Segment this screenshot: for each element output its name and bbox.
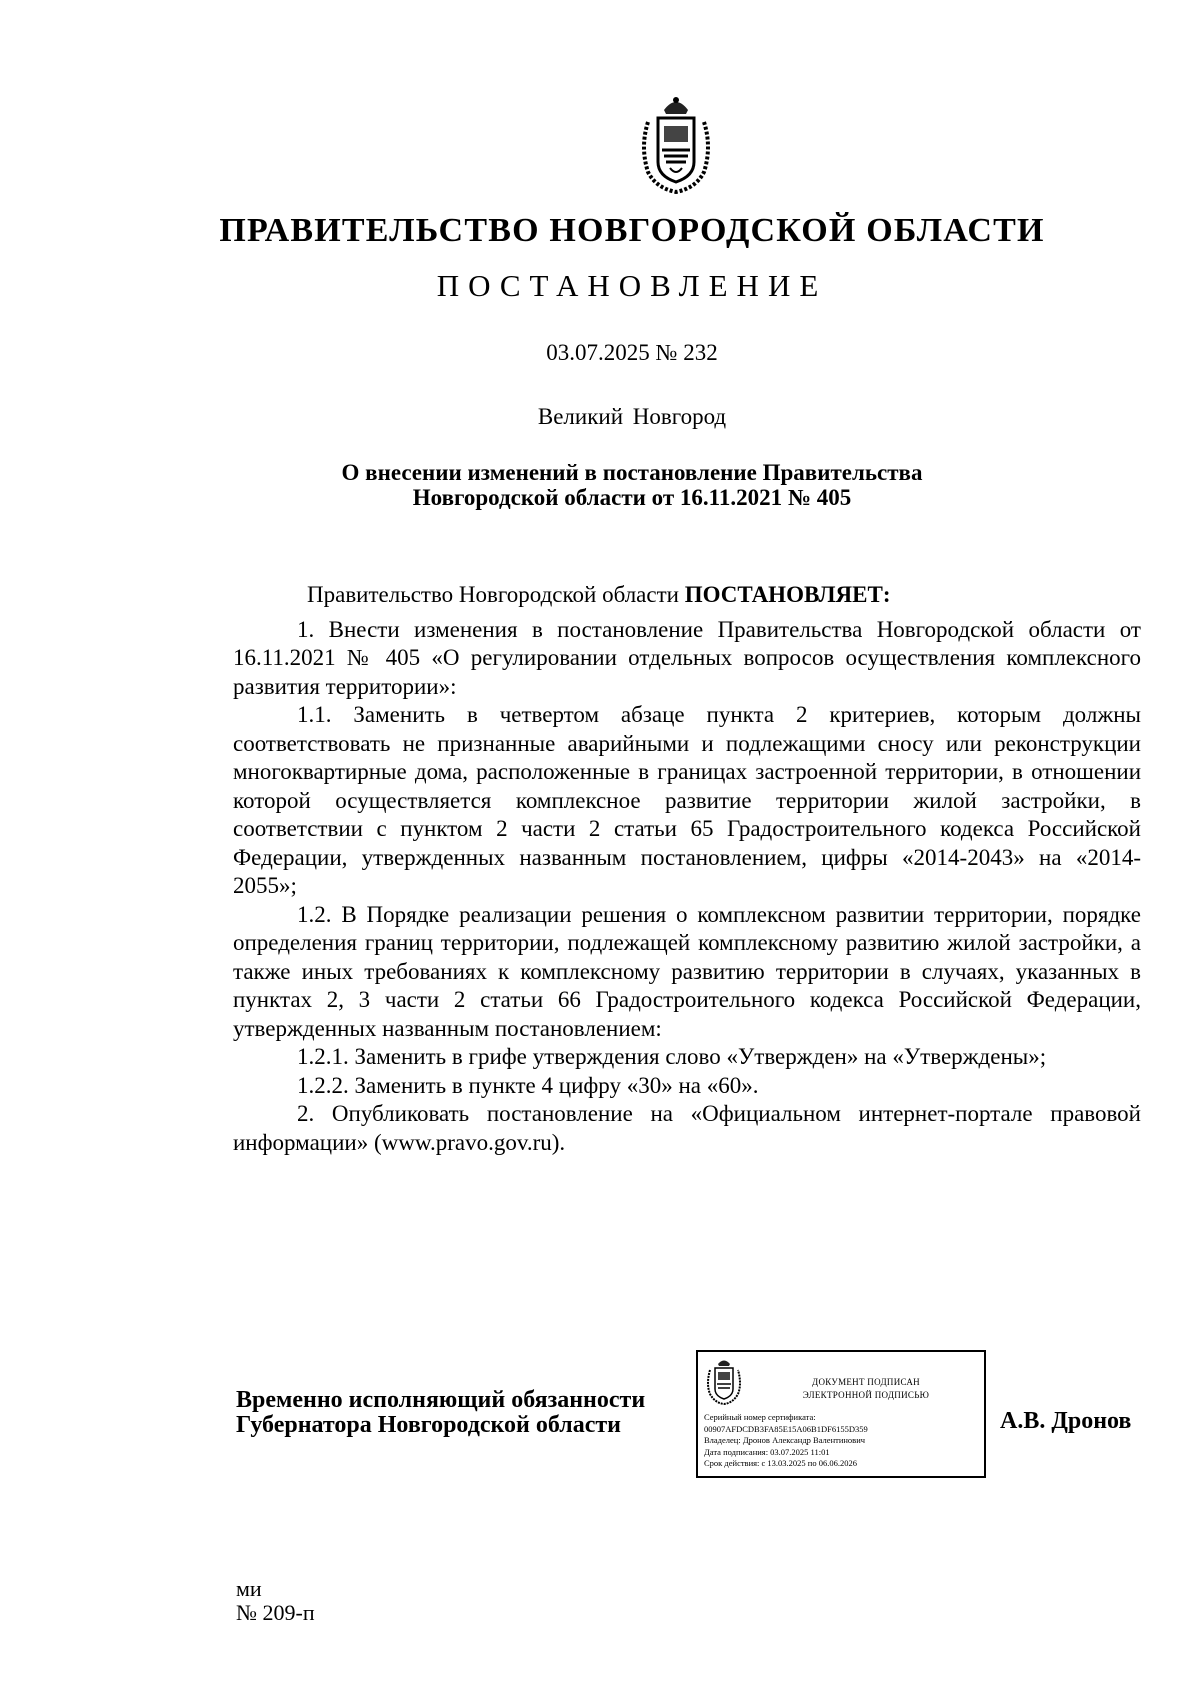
signatory-position xyxy=(236,1388,645,1438)
position-line-1: Временно исполняющий обязанности xyxy=(236,1387,646,1413)
stamp-emblem-icon xyxy=(704,1356,744,1406)
date-and-number: 03.07.2025 № 232 xyxy=(546,340,718,365)
government-title: ПРАВИТЕЛЬСТВО НОВГОРОДСКОЙ ОБЛАСТИ xyxy=(219,212,1045,249)
document-body xyxy=(233,581,1141,1157)
paragraph-2: 2. Опубликовать постановление на «Официальном интернет-портале правовой информации» (www.pravo.gov.ru). xyxy=(233,1101,1141,1155)
registration-number: № 209-п xyxy=(236,1600,315,1625)
document-subject xyxy=(0,460,1200,510)
subject-line-2: Новгородской области от 16.11.2021 № 405 xyxy=(412,485,852,510)
subject-line-1: О внесении изменений в постановление Правительства xyxy=(341,460,923,485)
stamp-serial-number: 00907AFDCDB3FA85E15A06B1DF6155D359 xyxy=(704,1423,868,1434)
position-line-2: Губернатора Новгородской области xyxy=(236,1412,622,1438)
city: Великий Новгород xyxy=(537,404,727,429)
coat-of-arms-emblem xyxy=(634,92,718,196)
stamp-owner: Владелец: Дронов Александр Валентинович xyxy=(704,1435,866,1445)
paragraph-1-2-1: 1.2.1. Заменить в грифе утверждения слово «Утвержден» на «Утверждены»; xyxy=(297,1044,1047,1069)
paragraph-1-2-2: 1.2.2. Заменить в пункте 4 цифру «30» на «60». xyxy=(297,1072,759,1098)
stamp-heading-line-2: ЭЛЕКТРОННОЙ ПОДПИСЬЮ xyxy=(802,1390,930,1400)
document-type: ПОСТАНОВЛЕНИЕ xyxy=(436,268,828,303)
paragraph-1: 1. Внести изменения в постановление Правительства Новгородской области от 16.11.2021 № 405 «О регулировании отдельных вопросов осуществления комплексного развития территории»: xyxy=(233,616,1141,699)
executor-initials: ми xyxy=(236,1576,262,1601)
paragraph-1-1: 1.1. Заменить в четвертом абзаце пункта 2 критериев, которым должны соответствовать не признанные аварийными и подлежащими сносу или реконструкции многоквартирные дома, расположенные в границах застроенной территории, в отношении которой осуществляется комплексное развитие территории жилой застройки, в соответствии с пунктом 2 части 2 статьи 65 Градостроительного кодекса Российской Федерации, утвержденных названным постановлением, цифры «2014-2043» на «2014-2055»; xyxy=(233,702,1141,898)
lead-text: Правительство Новгородской области xyxy=(307,582,685,607)
stamp-signed-date: Дата подписания: 03.07.2025 11:01 xyxy=(704,1446,830,1457)
stamp-heading-line-1: ДОКУМЕНТ ПОДПИСАН xyxy=(812,1377,920,1387)
lead-decree-word: ПОСТАНОВЛЯЕТ: xyxy=(684,582,891,607)
decree-lead xyxy=(233,581,1141,610)
stamp-validity: Срок действия: с 13.03.2025 по 06.06.2026 xyxy=(704,1458,857,1468)
stamp-details xyxy=(704,1412,984,1470)
signer-name: А.В. Дронов xyxy=(1000,1408,1132,1434)
stamp-heading xyxy=(748,1376,984,1402)
electronic-signature-stamp xyxy=(696,1350,986,1478)
paragraph-1-2: 1.2. В Порядке реализации решения о комплексном развитии территории, порядке определения границ территории, подлежащей комплексному развитию жилой застройки, а также иных требованиях к комплексному развитию территории в случаях, указанных в пунктах 2, 3 части 2 статьи 66 Градостроительного кодекса Российской Федерации, утвержденных названным постановлением: xyxy=(233,901,1141,1041)
stamp-serial-label: Серийный номер сертификата: xyxy=(704,1412,816,1422)
